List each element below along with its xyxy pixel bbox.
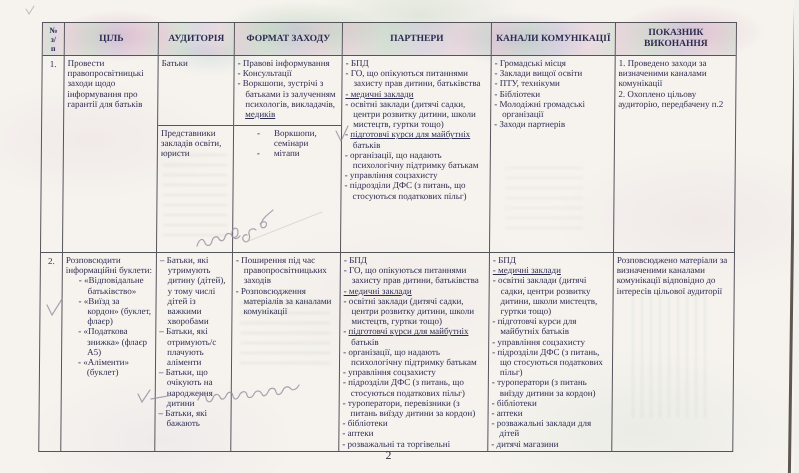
list-item: - освітні заклади (дитячі садки, центри розвитку дитини, школи мистецтв, гуртки тощо) bbox=[492, 275, 598, 317]
list-item: - медичні заклади bbox=[492, 265, 562, 276]
list-item: - БПД bbox=[492, 255, 517, 265]
row2-channels bbox=[488, 253, 614, 451]
list-item: - управління соцзахисту bbox=[342, 367, 436, 378]
list-item: - дитячі магазини bbox=[491, 438, 559, 449]
list-item: - організації, що надають психологічну підтримку батькам bbox=[343, 346, 477, 368]
row2-audience bbox=[155, 253, 233, 451]
row1-audience bbox=[157, 56, 235, 253]
list-item: - підрозділи ДФС (з питань, що стосуються податкових пільг) bbox=[492, 346, 604, 378]
list-item: - Консультації bbox=[237, 68, 292, 79]
list-item: – Батьки, що очікують на народження дитини bbox=[158, 367, 213, 408]
row1-goal: Провести правопросвітницькі заходи щодо інформування про гарантії для батьків bbox=[63, 56, 159, 253]
list-item: - ПТУ, технікуми bbox=[494, 78, 560, 89]
row2-format bbox=[231, 253, 341, 451]
header-channels: КАНАЛИ КОМУНІКАЦІЇ bbox=[492, 23, 616, 56]
list-item: - «Аліменти» (буклет) bbox=[77, 357, 130, 378]
list-item: - мітапи bbox=[256, 148, 300, 159]
row2-num: 2. bbox=[39, 253, 63, 451]
pencil-tick-top-left bbox=[26, 6, 34, 14]
header-num: № з/ п bbox=[43, 23, 65, 56]
list-item: – Батьки, які утримують дитину (дітей), у тому числі дітей із важкими хворобами bbox=[159, 255, 226, 327]
header-goal: ЦІЛЬ bbox=[65, 23, 159, 56]
list-item: - управління соцзахисту bbox=[492, 336, 586, 347]
list-item: - Воркшопи, семінари bbox=[256, 128, 317, 149]
row1-partners bbox=[341, 56, 492, 253]
list-item: - Правові інформування bbox=[237, 58, 330, 68]
list-item: - медичні заклади bbox=[345, 88, 414, 99]
header-format: ФОРМАТ ЗАХОДУ bbox=[235, 23, 343, 56]
page-number: 2 bbox=[385, 450, 392, 462]
list-item: - освітні заклади (дитячі садки, центри розвитку дитини, школи мистецтв, гуртки тощо) bbox=[343, 295, 475, 327]
list-item: - управління соцзахисту bbox=[344, 170, 438, 181]
list-item: - Воркшопи, зустрічі з батьками із залученням психологів, викладачів, медиків bbox=[237, 78, 336, 120]
list-item: - аптеки bbox=[342, 428, 374, 439]
list-item: - розважальні та торгівельні bbox=[342, 438, 451, 449]
row1-audience-educators: Представники закладів освіти, юристи bbox=[160, 128, 222, 159]
list-item: - бібліотеки bbox=[491, 397, 537, 408]
scanner-background bbox=[794, 0, 799, 473]
list-item: - туроператори, перевізники (з питань виїзду дитини за кордон) bbox=[342, 397, 476, 419]
list-item: - Заклади вищої освіти bbox=[494, 68, 583, 79]
row1-channels bbox=[490, 56, 616, 253]
header-audience: АУДИТОРІЯ bbox=[159, 23, 235, 56]
row1-num: 1. bbox=[41, 56, 65, 253]
list-item: - «Виїзд за кордон» (буклет, флаєр) bbox=[78, 295, 152, 327]
list-item: - туроператори (з питань виїзду дитини за кордон) bbox=[491, 377, 596, 398]
list-item: - розважальні заклади для дітей bbox=[491, 418, 592, 439]
row1-format bbox=[233, 56, 343, 253]
list-item: - підготовчі курси для майбутніх батьків bbox=[344, 129, 471, 150]
list-item: - аптеки bbox=[491, 408, 523, 419]
list-item: - бібліотеки bbox=[342, 418, 388, 429]
list-item: - ГО, що опікуються питаннями захисту прав дитини, батьківства bbox=[343, 265, 479, 286]
row1-format-educators bbox=[233, 126, 341, 252]
row2-indicator: Розповсюджено матеріали за визначеними каналами комунікації відповідно до інтересів цільової аудиторії bbox=[616, 255, 728, 296]
list-item: – Батьки, які отримують/с плачують аліменти bbox=[159, 326, 217, 368]
list-item: - Поширення під час правопросвітницьких заходів bbox=[235, 255, 327, 286]
header-partners: ПАРТНЕРИ bbox=[343, 23, 492, 56]
list-item: – Батьки, які бажають bbox=[158, 408, 208, 429]
list-item: - Молодіжні громадські організації bbox=[494, 98, 586, 120]
list-item: - Заходи партнерів bbox=[494, 119, 566, 130]
row2-goal bbox=[61, 253, 157, 451]
communication-plan-table bbox=[38, 22, 737, 452]
list-item: - БПД bbox=[343, 255, 368, 265]
list-item: - підготовчі курси для майбутніх батьків bbox=[343, 326, 469, 347]
list-item: - БПД bbox=[345, 58, 369, 68]
list-item: - підготовчі курси для майбутніх батьків bbox=[492, 316, 577, 337]
list-item: - підрозділи ДФС (з питань, що стосуються податкових пільг) bbox=[344, 180, 467, 201]
row2-partners bbox=[339, 253, 490, 451]
list-item: - Громадські місця bbox=[494, 58, 566, 68]
list-item: - «Податкова знижка» (флаєр А5) bbox=[78, 326, 148, 357]
list-item: - підрозділи ДФС (з питань, що стосуються податкових пільг) bbox=[342, 377, 465, 398]
header-indicator: ПОКАЗНИК ВИКОНАННЯ bbox=[616, 23, 736, 56]
list-item: - «Відповідальне батьківство» bbox=[78, 275, 144, 296]
list-item: - організації, що надають психологічну підтримку батькам bbox=[344, 149, 479, 171]
list-item: - Розповсюдження матеріалів за каналами комунікації bbox=[235, 285, 332, 317]
list-item: - освітні заклади (дитячі садки, центри розвитку дитини, школи мистецтв, гуртки тощо) bbox=[345, 98, 476, 130]
list-item: - ГО, що опікуються питаннями захисту прав дитини, батьківства bbox=[345, 68, 481, 89]
list-item: - медичні заклади bbox=[343, 285, 412, 296]
row1-audience-parents: Батьки bbox=[158, 56, 234, 126]
row1-format-parents bbox=[234, 56, 342, 126]
row2-goal-intro: Розповсюдити інформаційні буклети: bbox=[65, 255, 153, 276]
row1-indicator: 1. Проведено заходи за визначеними каналами комунікації 2. Охоплено цільову аудиторію, передбачену п.2 bbox=[614, 56, 736, 253]
list-item: - Бібліотеки bbox=[494, 88, 541, 99]
